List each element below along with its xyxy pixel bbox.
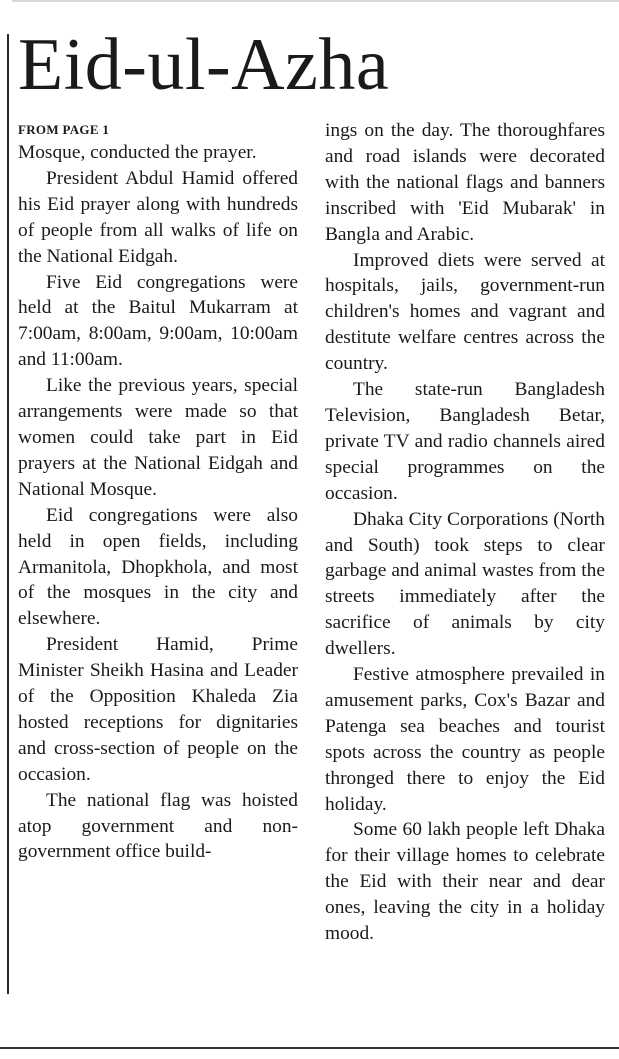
paragraph: President Abdul Hamid offered his Eid prayer along with hundreds of people from all walks of life on the National Eidgah. [18,167,298,267]
left-column-rule [7,34,9,994]
paragraph: Like the previous years, special arrangements were made so that women could take part in Eid prayers at the National Eidgah and National Mosque. [18,375,298,500]
paragraph: Mosque, conducted the prayer. [18,142,257,163]
continuation-kicker: FROM PAGE 1 [18,122,110,137]
right-column [325,118,605,947]
top-rule [12,0,619,2]
paragraph: Some 60 lakh people left Dhaka for their village homes to celebrate the Eid with their near and dear ones, leaving the city in a holiday mood. [325,819,605,945]
paragraph: President Hamid, Prime Minister Sheikh Hasina and Leader of the Opposition Khaleda Zia hosted receptions for dignitaries and cross-section of people on the occasion. [18,634,298,785]
paragraph: Dhaka City Corporations (North and South) took steps to clear garbage and animal wastes from the streets immediately after the sacrifice of animals by city dwellers. [325,508,605,660]
paragraph: Improved diets were served at hospitals, jails, government-run children's homes and vagrant and destitute welfare centres across the country. [325,249,605,375]
paragraph: Five Eid congregations were held at the Baitul Mukarram at 7:00am, 8:00am, 9:00am, 10:00am and 11:00am. [18,271,298,371]
paragraph: Festive atmosphere prevailed in amusement parks, Cox's Bazar and Patenga sea beaches and tourist spots across the country as people thronged there to enjoy the Eid holiday. [325,664,605,815]
bottom-rule [0,1047,619,1049]
paragraph: Eid congregations were also held in open fields, including Armanitola, Dhopkhola, and most of the mosques in the city and elsewhere. [18,504,298,630]
paragraph: The national flag was hoisted atop government and non-government office build- [18,789,298,863]
left-column [18,120,298,865]
paragraph: ings on the day. The thoroughfares and road islands were decorated with the national flags and banners inscribed with 'Eid Mubarak' in Bangla and Arabic. [325,120,605,245]
paragraph: The state-run Bangladesh Television, Bangladesh Betar, private TV and radio channels aired special programmes on the occasion. [325,379,605,504]
headline: Eid-ul-Azha [18,24,390,106]
